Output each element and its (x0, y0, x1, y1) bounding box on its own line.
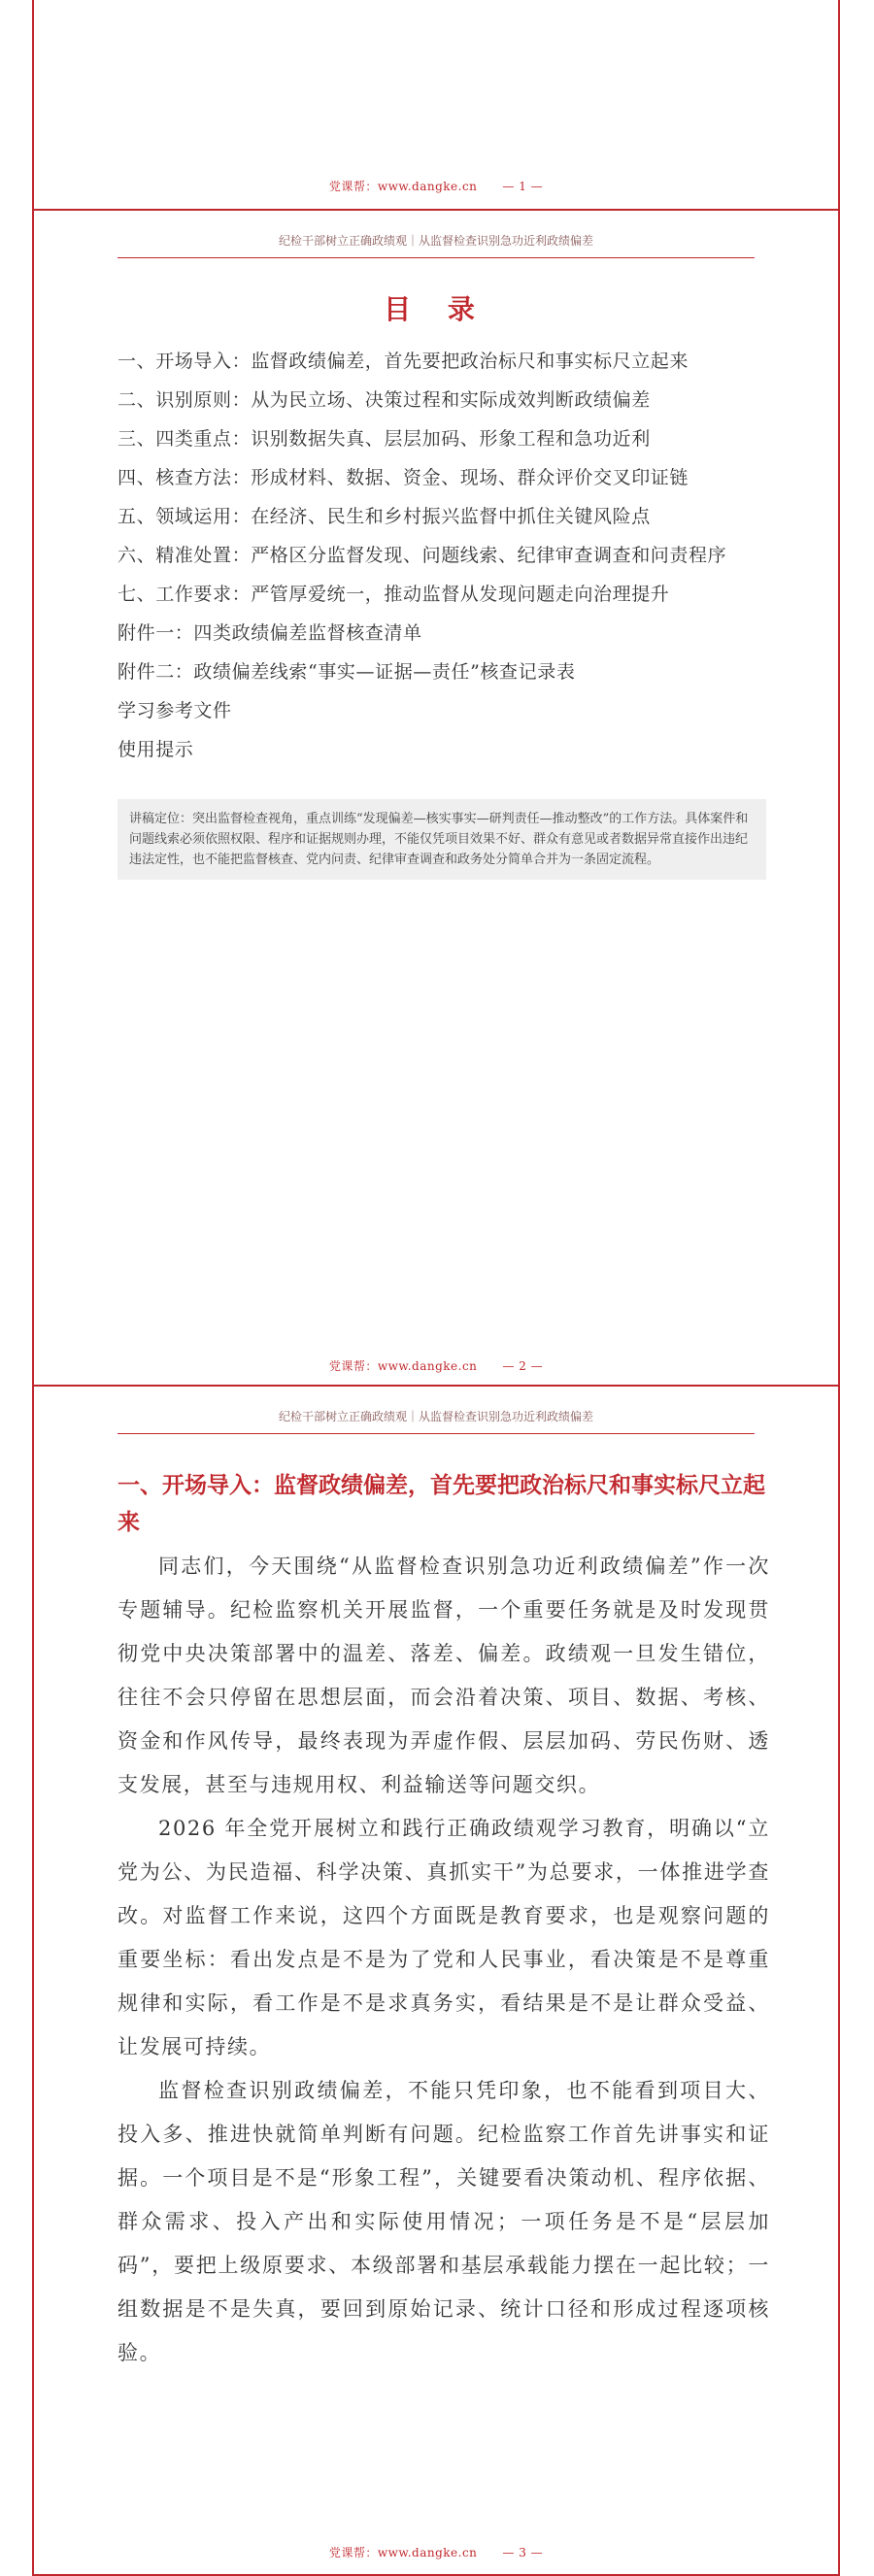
paragraph: 同志们，今天围绕“从监督检查识别急功近利政绩偏差”作一次专题辅导。纪检监察机关开展监督，一个重要任务就是及时发现贯彻党中央决策部署中的温差、落差、偏差。政绩观一旦发生错位，往往不会只停留在思想层面，而会沿着决策、项目、数据、考核、资金和作风传导，最终表现为弄虚作假、层层加码、劳民伤财、透支发展，甚至与违规用权、利益输送等问题交织。 (118, 1555, 770, 1796)
page-3 (32, 1387, 840, 2576)
toc-item[interactable]: 附件二：政绩偏差线索“事实—证据—责任”核查记录表 (118, 661, 576, 683)
section-body (118, 1545, 770, 2375)
footer-site: 党课帮：www.dangke.cn (328, 180, 478, 193)
footer-site: 党课帮：www.dangke.cn (328, 2546, 478, 2559)
positioning-note: 讲稿定位：突出监督检查视角，重点训练“发现偏差—核实事实—研判责任—推动整改”的工作方法。具体案件和问题线索必须依照权限、程序和证据规则办理，不能仅凭项目效果不好、群众有意见或者数据异常直接作出违纪违法定性，也不能把监督核查、党内问责、纪律审查调查和政务处分简单合并为一条固定流程。 (118, 799, 766, 880)
toc-item[interactable]: 六、精准处置：严格区分监督发现、问题线索、纪律审查调查和问责程序 (118, 545, 727, 566)
toc-item[interactable]: 附件一：四类政绩偏差监督核查清单 (118, 622, 422, 644)
section-title: 一、开场导入：监督政绩偏差，首先要把政治标尺和事实标尺立起来 (118, 1473, 765, 1535)
toc-item[interactable]: 二、识别原则：从为民立场、决策过程和实际成效判断政绩偏差 (118, 389, 651, 411)
page-footer (34, 2544, 838, 2560)
page-number: — 3 — (502, 2546, 544, 2559)
toc-item[interactable]: 学习参考文件 (118, 700, 232, 721)
page-1 (32, 0, 840, 211)
running-header: 纪检干部树立正确政绩观｜从监督检查识别急功近利政绩偏差 (118, 232, 755, 258)
paragraph: 监督检查识别政绩偏差，不能只凭印象，也不能看到项目大、投入多、推进快就简单判断有问题。纪检监察工作首先讲事实和证据。一个项目是不是“形象工程”，关键要看决策动机、程序依据、群众需求、投入产出和实际使用情况；一项任务是不是“层层加码”，要把上级原要求、本级部署和基层承载能力摆在一起比较；一组数据是不是失真，要回到原始记录、统计口径和形成过程逐项核验。 (118, 2079, 770, 2364)
toc-title: 目 录 (384, 293, 488, 325)
table-of-contents (118, 342, 774, 769)
page-2 (32, 211, 840, 1387)
toc-item[interactable]: 五、领域运用：在经济、民生和乡村振兴监督中抓住关键风险点 (118, 506, 651, 527)
page-footer (34, 1357, 838, 1374)
page-footer (34, 178, 838, 194)
running-header: 纪检干部树立正确政绩观｜从监督检查识别急功近利政绩偏差 (118, 1408, 755, 1434)
toc-item[interactable]: 三、四类重点：识别数据失真、层层加码、形象工程和急功近利 (118, 428, 651, 450)
toc-item[interactable]: 一、开场导入：监督政绩偏差，首先要把政治标尺和事实标尺立起来 (118, 351, 689, 372)
toc-item[interactable]: 七、工作要求：严管厚爱统一，推动监督从发现问题走向治理提升 (118, 584, 670, 605)
paragraph: 2026 年全党开展树立和践行正确政绩观学习教育，明确以“立党为公、为民造福、科学决策、真抓实干”为总要求，一体推进学查改。对监督工作来说，这四个方面既是教育要求，也是观察问题的重要坐标：看出发点是不是为了党和人民事业，看决策是不是尊重规律和实际，看工作是不是求真务实，看结果是不是让群众受益、让发展可持续。 (118, 1817, 770, 2058)
page-number: — 2 — (502, 1359, 544, 1373)
toc-item[interactable]: 四、核查方法：形成材料、数据、资金、现场、群众评价交叉印证链 (118, 467, 689, 488)
page-number: — 1 — (502, 180, 544, 193)
footer-site: 党课帮：www.dangke.cn (328, 1359, 478, 1373)
toc-item[interactable]: 使用提示 (118, 739, 194, 760)
